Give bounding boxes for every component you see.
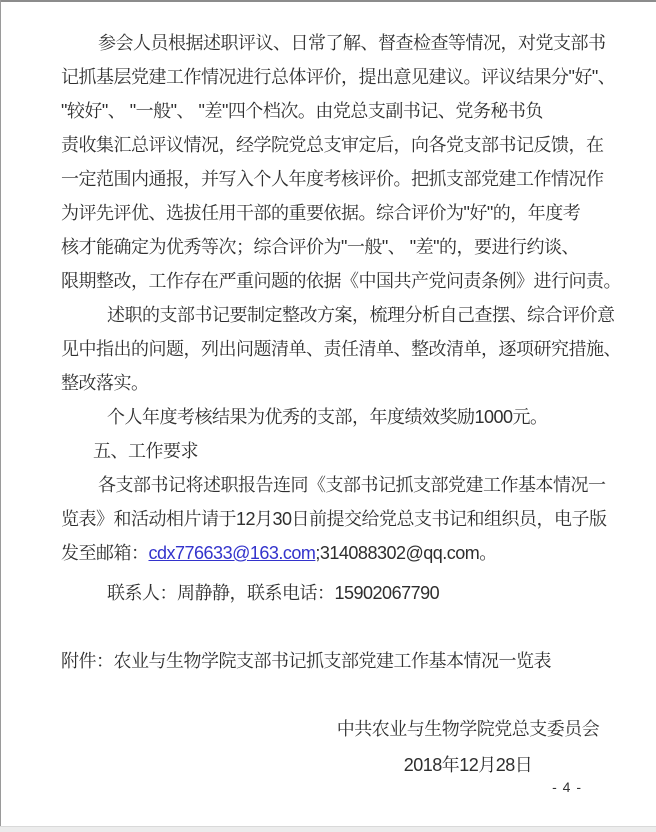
page-bottom-edge (0, 826, 656, 832)
issuing-organization: 中共农业与生物学院党总支委员会 (336, 719, 600, 739)
email-line-prefix: 发至邮箱： (61, 543, 149, 563)
paragraph-line: 整改落实。 (61, 373, 149, 393)
signature-block (328, 711, 608, 783)
document-page (61, 26, 621, 783)
section-heading: 五、工作要求 (93, 441, 198, 461)
paragraph-line: 览表》和活动相片请于12月30日前提交给党总支书记和组织员，电子版 (61, 509, 607, 529)
paragraph-line: 述职的支部书记要制定整改方案，梳理分析自己查摆、综合评价意 (107, 305, 615, 325)
page-left-edge (0, 0, 1, 832)
reward-line: 个人年度考核结果为优秀的支部，年度绩效奖励1000元。 (107, 407, 548, 427)
page-top-edge (0, 0, 656, 2)
attachment-note: 附件：农业与生物学院支部书记抓支部党建工作基本情况一览表 (61, 651, 551, 671)
contact-line: 联系人：周静静，联系电话：15902067790 (107, 583, 440, 603)
paragraph-line: 限期整改，工作存在严重问题的依据《中国共产党问责条例》进行问责。 (61, 271, 621, 291)
email-line-suffix: ;314088302@qq.com。 (315, 543, 497, 563)
email-link[interactable]: cdx776633@163.com (148, 543, 316, 563)
paragraph-line: 核才能确定为优秀等次；综合评价为"一般"、 "差"的，要进行约谈、 (61, 237, 580, 257)
paragraph-line: 见中指出的问题，列出问题清单、责任清单、整改清单，逐项研究措施、 (61, 339, 621, 359)
email-line (61, 536, 618, 570)
paragraph-line: "较好"、 "一般"、 "差"四个档次。由党总支副书记、党务秘书负 (61, 101, 543, 121)
paragraph-line: 记抓基层党建工作情况进行总体评价，提出意见建议。评议结果分"好"、 (61, 67, 616, 87)
page-number: - 4 - (552, 779, 582, 795)
issue-date: 2018年12月28日 (403, 755, 533, 775)
paragraph-line: 为评先评优、选拔任用干部的重要依据。综合评价为"好"的，年度考 (61, 203, 581, 223)
paragraph-line: 责收集汇总评议情况，经学院党总支审定后，向各党支部书记反馈，在 (61, 135, 604, 155)
paragraph-line: 一定范围内通报，并写入个人年度考核评价。把抓支部党建工作情况作 (61, 169, 604, 189)
paragraph-line: 参会人员根据述职评议、日常了解、督查检查等情况，对党支部书 (98, 33, 606, 53)
paragraph-line: 各支部书记将述职报告连同《支部书记抓支部党建工作基本情况一 (98, 475, 606, 495)
